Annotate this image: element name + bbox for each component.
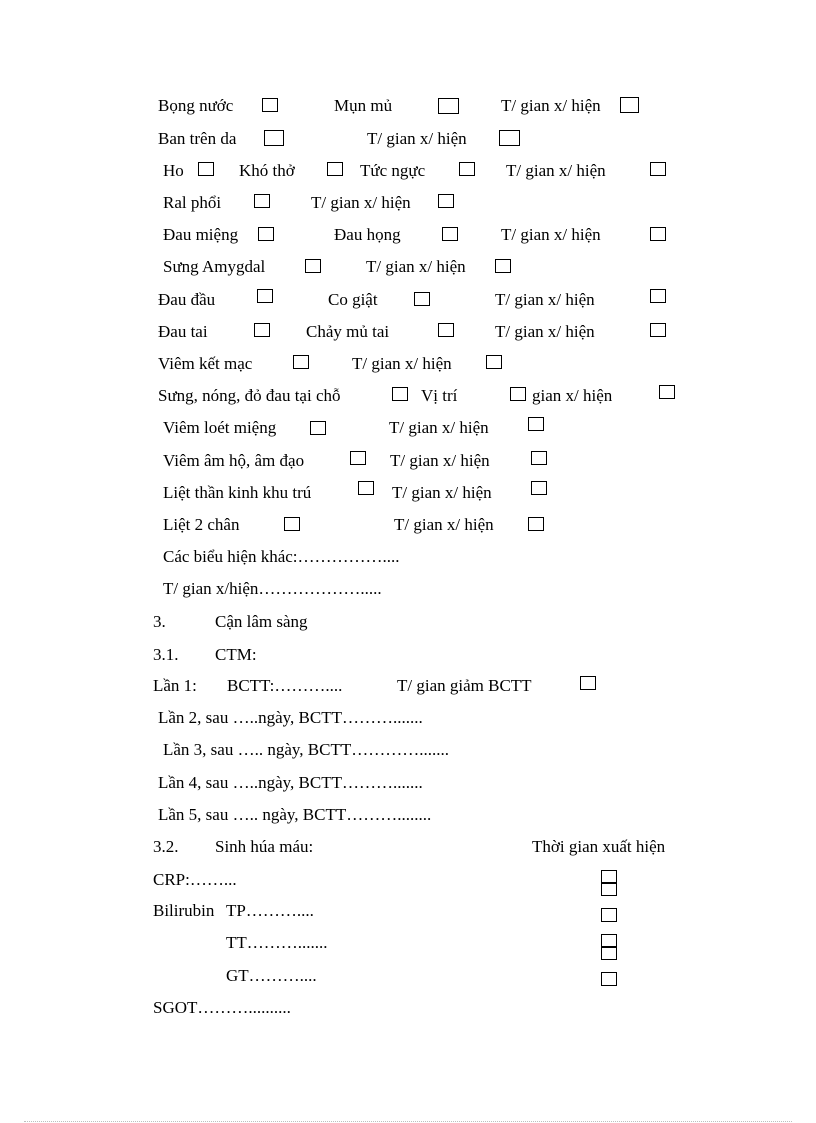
symptom-dau-hong: Đau họng — [334, 225, 401, 244]
checkbox-dau-hong[interactable] — [442, 227, 458, 241]
checkbox-tt-2[interactable] — [601, 947, 617, 960]
checkbox-kho-tho[interactable] — [327, 162, 343, 176]
time-label: T/ gian x/ hiện — [366, 257, 466, 276]
symptom-viem-loet-mieng: Viêm loét miệng — [163, 418, 277, 437]
checkbox-mun-mu[interactable] — [438, 98, 459, 114]
bilirubin-tp-field[interactable]: TP……….... — [226, 901, 314, 920]
symptom-mun-mu: Mụn mủ — [334, 96, 393, 115]
sgot-field[interactable]: SGOT……….......... — [153, 998, 291, 1017]
lan4-field[interactable]: Lần 4, sau …..ngày, BCTT………....... — [158, 773, 423, 792]
symptom-ral-phoi: Ral phổi — [163, 193, 222, 212]
lan1-label: Lần 1: — [153, 676, 197, 695]
checkbox-time[interactable] — [528, 417, 544, 431]
checkbox-viem-am-ho[interactable] — [350, 451, 366, 465]
subsection-title: CTM: — [215, 645, 257, 664]
time-label: T/ gian x/ hiện — [311, 193, 411, 212]
time-label: T/ gian x/ hiện — [501, 225, 601, 244]
checkbox-liet-2-chan[interactable] — [284, 517, 300, 531]
time-label: T/ gian x/ hiện — [392, 483, 492, 502]
checkbox-liet-than-kinh[interactable] — [358, 481, 374, 495]
lan2-field[interactable]: Lần 2, sau …..ngày, BCTT………....... — [158, 708, 423, 727]
time-label: T/ gian x/ hiện — [367, 129, 467, 148]
checkbox-time[interactable] — [499, 130, 520, 146]
time-label: T/ gian x/ hiện — [394, 515, 494, 534]
bilirubin-label: Bilirubin — [153, 901, 215, 920]
checkbox-time[interactable] — [659, 385, 675, 399]
checkbox-tt[interactable] — [601, 934, 617, 947]
page-bottom-rule — [24, 1121, 792, 1122]
checkbox-tuc-nguc[interactable] — [459, 162, 475, 176]
symptom-sung-nong-do: Sưng, nóng, đỏ đau tại chỗ — [158, 386, 341, 405]
time-label: gian x/ hiện — [532, 386, 613, 405]
checkbox-time[interactable] — [650, 289, 666, 303]
checkbox-sung-nong-do[interactable] — [392, 387, 408, 401]
checkbox-time[interactable] — [650, 162, 666, 176]
symptom-liet-than-kinh: Liệt thần kinh khu trú — [163, 483, 312, 502]
section-title: Cận lâm sàng — [215, 612, 308, 631]
time-label: T/ gian x/ hiện — [495, 290, 595, 309]
checkbox-time[interactable] — [531, 481, 547, 495]
symptom-dau-mieng: Đau miệng — [163, 225, 239, 244]
checkbox-chay-mu-tai[interactable] — [438, 323, 454, 337]
time-label: T/ gian x/ hiện — [495, 322, 595, 341]
subsection-number: 3.2. — [153, 837, 179, 856]
checkbox-time[interactable] — [486, 355, 502, 369]
crp-field[interactable]: CRP:……... — [153, 870, 237, 889]
checkbox-dau-tai[interactable] — [254, 323, 270, 337]
bilirubin-gt-field[interactable]: GT……….... — [226, 966, 317, 985]
lan1-bctt-field[interactable]: BCTT:……….... — [227, 676, 343, 695]
symptom-sung-amygdal: Sưng Amygdal — [163, 257, 266, 276]
checkbox-viem-loet-mieng[interactable] — [310, 421, 326, 435]
checkbox-ban-tren-da[interactable] — [264, 130, 284, 146]
other-symptoms-field[interactable]: Các biểu hiện khác:…………….... — [163, 547, 400, 566]
checkbox-time[interactable] — [531, 451, 547, 465]
checkbox-dau-mieng[interactable] — [258, 227, 274, 241]
symptom-ban-tren-da: Ban trên da — [158, 129, 237, 148]
time-label: T/ gian x/ hiện — [390, 451, 490, 470]
checkbox-time[interactable] — [650, 323, 666, 337]
lan5-field[interactable]: Lần 5, sau ….. ngày, BCTT………........ — [158, 805, 432, 824]
symptom-viem-am-ho: Viêm âm hộ, âm đạo — [163, 451, 305, 470]
symptom-vi-tri: Vị trí — [421, 386, 458, 405]
checkbox-vi-tri[interactable] — [510, 387, 526, 401]
checkbox-crp-2[interactable] — [601, 883, 617, 896]
time-label: T/ gian x/ hiện — [506, 161, 606, 180]
checkbox-ral-phoi[interactable] — [254, 194, 270, 208]
checkbox-time[interactable] — [650, 227, 666, 241]
symptom-bong-nuoc: Bọng nước — [158, 96, 234, 115]
lan1-time-label: T/ gian giảm BCTT — [397, 676, 532, 695]
other-time-field[interactable]: T/ gian x/hiện………………..... — [163, 579, 382, 598]
checkbox-crp[interactable] — [601, 870, 617, 883]
symptom-tuc-nguc: Tức ngực — [360, 161, 426, 180]
checkbox-dau-dau[interactable] — [257, 289, 273, 303]
lan3-field[interactable]: Lần 3, sau ….. ngày, BCTT…………....... — [163, 740, 449, 759]
checkbox-sung-amygdal[interactable] — [305, 259, 321, 273]
time-label: T/ gian x/ hiện — [352, 354, 452, 373]
symptom-liet-2-chan: Liệt 2 chân — [163, 515, 240, 534]
checkbox-ho[interactable] — [198, 162, 214, 176]
checkbox-gt[interactable] — [601, 972, 617, 986]
checkbox-giam-bctt[interactable] — [580, 676, 596, 690]
subsection-number: 3.1. — [153, 645, 179, 664]
checkbox-time[interactable] — [620, 97, 639, 113]
symptom-dau-tai: Đau tai — [158, 322, 208, 341]
checkbox-co-giat[interactable] — [414, 292, 430, 306]
subsection-title: Sinh húa máu: — [215, 837, 314, 856]
time-label: T/ gian x/ hiện — [389, 418, 489, 437]
section-number: 3. — [153, 612, 166, 631]
time-column-header: Thời gian xuất hiện — [532, 837, 666, 856]
time-label: T/ gian x/ hiện — [501, 96, 601, 115]
checkbox-tp[interactable] — [601, 908, 617, 922]
symptom-dau-dau: Đau đầu — [158, 290, 216, 309]
checkbox-time[interactable] — [528, 517, 544, 531]
symptom-viem-ket-mac: Viêm kết mạc — [158, 354, 253, 373]
symptom-chay-mu-tai: Chảy mủ tai — [306, 322, 390, 341]
symptom-kho-tho: Khó thở — [239, 161, 295, 180]
symptom-co-giat: Co giật — [328, 290, 378, 309]
symptom-ho: Ho — [163, 161, 184, 180]
checkbox-bong-nuoc[interactable] — [262, 98, 278, 112]
checkbox-time[interactable] — [438, 194, 454, 208]
checkbox-time[interactable] — [495, 259, 511, 273]
checkbox-viem-ket-mac[interactable] — [293, 355, 309, 369]
bilirubin-tt-field[interactable]: TT………....... — [226, 933, 328, 952]
